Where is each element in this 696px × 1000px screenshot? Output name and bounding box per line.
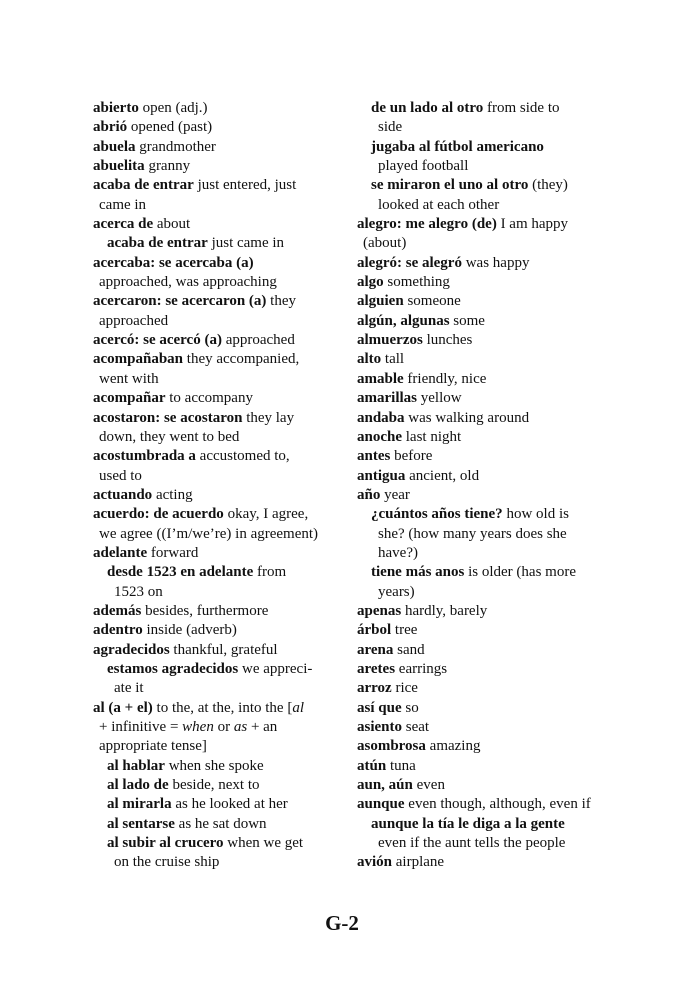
definition: + infinitive = [99, 719, 183, 735]
glossary-entry-line [357, 853, 591, 872]
glossary-continuation-line [93, 718, 318, 737]
headword: algún, algunas [357, 312, 450, 329]
definition: acting [152, 486, 193, 503]
definition: (they) [528, 177, 568, 194]
page-number: G-2 [325, 911, 359, 935]
glossary-entry-line [357, 215, 591, 234]
glossary-continuation-line [357, 157, 591, 176]
italic-term: al [292, 699, 305, 716]
glossary-continuation-line [357, 834, 591, 853]
italic-term: when [182, 719, 214, 735]
glossary-subentry-line [93, 234, 318, 253]
definition: even though, although, even if [404, 796, 591, 813]
definition: open (adj.) [138, 100, 208, 116]
definition: years) [378, 583, 415, 600]
glossary-entry-line [93, 350, 318, 369]
glossary-entry-line [357, 273, 591, 292]
definition: inside (adverb) [142, 622, 237, 639]
definition: rice [391, 680, 418, 697]
definition: + an [247, 719, 278, 735]
glossary-continuation-line [357, 234, 591, 253]
headword: de un lado al otro [371, 100, 484, 116]
headword: antigua [357, 467, 406, 484]
definition: amazing [425, 738, 481, 755]
glossary-entry-line [357, 757, 591, 776]
definition: earrings [395, 660, 448, 677]
glossary-entry-line [357, 409, 591, 428]
glossary-continuation-line [93, 428, 318, 447]
definition: they lay [242, 409, 295, 426]
glossary-entry-line [93, 118, 318, 137]
glossary-subentry-line [357, 99, 591, 118]
headword: anoche [357, 428, 402, 445]
headword: actuando [93, 486, 153, 503]
headword: alto [357, 351, 382, 368]
definition: even [412, 777, 445, 794]
headword: amable [357, 370, 404, 387]
glossary-continuation-line [357, 544, 591, 563]
glossary-entry-line [357, 312, 591, 331]
headword: abuela [93, 138, 136, 155]
headword: alguien [357, 293, 404, 310]
definition: airplane [392, 854, 445, 871]
glossary-continuation-line [357, 196, 591, 215]
glossary-entry-line [93, 602, 318, 621]
glossary-subentry-line [93, 834, 318, 853]
definition: went with [99, 370, 159, 387]
glossary-subentry-line [357, 138, 591, 157]
definition: we appreci- [238, 660, 313, 677]
headword: acostumbrada a [93, 448, 196, 465]
glossary-continuation-line [93, 370, 318, 389]
glossary-entry-line [357, 602, 591, 621]
definition: thankful, grateful [169, 641, 278, 658]
headword: al lado de [107, 777, 169, 794]
definition: to the, at the, into the [ [152, 699, 293, 716]
headword: almuerzos [357, 332, 423, 349]
glossary-entry-line [93, 99, 318, 118]
definition: I am happy [496, 216, 569, 233]
glossary-entry-line [93, 486, 318, 505]
definition: beside, next to [168, 777, 260, 794]
headword: acercaron: se acercaron (a) [93, 293, 267, 310]
glossary-entry-line [93, 544, 318, 563]
definition: used to [99, 467, 142, 484]
headword: alegró: se alegró [357, 254, 462, 271]
glossary-subentry-line [357, 176, 591, 195]
definition: when she spoke [164, 757, 264, 774]
headword: se miraron el uno al otro [371, 177, 529, 194]
glossary-column-left [93, 99, 318, 873]
definition: came in [99, 196, 147, 213]
definition: about [153, 216, 191, 233]
definition: tuna [386, 757, 416, 774]
headword: desde 1523 en adelante [107, 564, 254, 581]
glossary-entry-line [357, 621, 591, 640]
definition: from side to [483, 100, 560, 116]
definition: last night [402, 428, 462, 445]
glossary-entry-line [93, 331, 318, 350]
headword: acuerdo: de acuerdo [93, 506, 224, 523]
headword: tiene más anos [371, 564, 465, 581]
headword: al hablar [107, 757, 165, 774]
glossary-continuation-line [93, 196, 318, 215]
glossary-entry-line [357, 737, 591, 756]
definition: is older (has more [464, 564, 576, 581]
glossary-subentry-line [93, 795, 318, 814]
glossary-entry-line [357, 331, 591, 350]
definition: opened (past) [127, 119, 213, 136]
definition: ate it [114, 680, 144, 697]
glossary-entry-line [357, 254, 591, 273]
definition: even if the aunt tells the people [378, 835, 566, 852]
headword: al (a + el) [93, 699, 153, 716]
definition: okay, I agree, [223, 506, 309, 523]
glossary-entry-line [93, 409, 318, 428]
definition: or [213, 719, 234, 735]
headword: adelante [93, 544, 148, 561]
glossary-continuation-line [93, 312, 318, 331]
definition: approached [99, 312, 169, 329]
headword: acercaba: se acercaba (a) [93, 254, 254, 271]
definition: she? (how many years does she [378, 525, 567, 542]
definition: down, they went to bed [99, 428, 240, 445]
headword: abierto [93, 100, 139, 116]
glossary-entry-line [357, 718, 591, 737]
definition: approached, was approaching [99, 274, 277, 291]
glossary-entry-line [93, 699, 318, 718]
headword: abrió [93, 119, 128, 136]
glossary-continuation-line [357, 583, 591, 602]
definition: was walking around [404, 409, 530, 426]
headword: algo [357, 274, 384, 291]
glossary-continuation-line [357, 525, 591, 544]
glossary-continuation-line [357, 118, 591, 137]
headword: agradecidos [93, 641, 170, 658]
headword: además [93, 602, 142, 619]
headword: arroz [357, 680, 392, 697]
glossary-continuation-line [93, 679, 318, 698]
definition: accustomed to, [195, 448, 290, 465]
definition: from [253, 564, 287, 581]
glossary-subentry-line [357, 505, 591, 524]
definition: on the cruise ship [114, 854, 220, 871]
headword: andaba [357, 409, 405, 426]
definition: yellow [417, 390, 462, 407]
glossary-entry-line [357, 776, 591, 795]
definition: granny [144, 158, 191, 175]
headword: antes [357, 448, 391, 465]
definition: some [449, 312, 485, 329]
glossary-entry-line [93, 641, 318, 660]
definition: how old is [502, 506, 569, 523]
definition: so [401, 699, 419, 716]
headword: así que [357, 699, 402, 716]
definition: as he looked at her [171, 796, 288, 813]
glossary-continuation-line [93, 737, 318, 756]
glossary-subentry-line [93, 776, 318, 795]
definition: we agree ((I’m/we’re) in agreement) [99, 525, 319, 542]
glossary-subentry-line [93, 563, 318, 582]
headword: asombrosa [357, 738, 426, 755]
glossary-subentry-line [357, 563, 591, 582]
definition: tree [391, 622, 418, 639]
definition: (about) [363, 235, 407, 252]
headword: avión [357, 854, 393, 871]
glossary-entry-line [357, 389, 591, 408]
glossary-entry-line [357, 660, 591, 679]
glossary-subentry-line [93, 660, 318, 679]
definition: played football [378, 158, 469, 175]
glossary-entry-line [357, 641, 591, 660]
headword: árbol [357, 622, 392, 639]
definition: they accompanied, [183, 351, 300, 368]
definition: someone [403, 293, 461, 310]
glossary-column-right [357, 99, 591, 873]
glossary-subentry-line [93, 757, 318, 776]
headword: aun, aún [357, 777, 413, 794]
headword: acerca de [93, 216, 154, 233]
glossary-entry-line [357, 428, 591, 447]
glossary-continuation-line [93, 853, 318, 872]
headword: acercó: se acercó (a) [93, 332, 222, 349]
definition: they [266, 293, 296, 310]
definition: year [380, 486, 410, 503]
headword: aretes [357, 660, 396, 677]
glossary-continuation-line [93, 583, 318, 602]
definition: was happy [461, 254, 530, 271]
headword: al subir al crucero [107, 835, 224, 852]
headword: atún [357, 757, 387, 774]
glossary-entry-line [357, 679, 591, 698]
definition: just entered, just [193, 177, 297, 194]
headword: arena [357, 641, 394, 658]
glossary-entry-line [93, 292, 318, 311]
headword: acostaron: se acostaron [93, 409, 243, 426]
glossary-entry-line [93, 447, 318, 466]
headword: jugaba al fútbol americano [371, 138, 544, 155]
definition: appropriate tense] [99, 738, 207, 755]
definition: hardly, barely [401, 602, 488, 619]
glossary-entry-line [93, 621, 318, 640]
glossary-entry-line [357, 370, 591, 389]
glossary-entry-line [357, 699, 591, 718]
definition: to accompany [165, 390, 253, 407]
headword: alegro: me alegro (de) [357, 216, 497, 233]
headword: ¿cuántos años tiene? [371, 506, 503, 523]
italic-term: as [233, 719, 248, 735]
definition: before [390, 448, 433, 465]
definition: something [383, 274, 450, 291]
headword: amarillas [357, 390, 417, 407]
headword: abuelita [93, 158, 145, 175]
glossary-continuation-line [93, 467, 318, 486]
headword: acaba de entrar [107, 235, 208, 252]
headword: acompañar [93, 390, 166, 407]
glossary-entry-line [93, 157, 318, 176]
headword: aunque la tía le diga a la gente [371, 815, 565, 832]
headword: adentro [93, 622, 143, 639]
definition: sand [393, 641, 425, 658]
glossary-entry-line [357, 292, 591, 311]
glossary-subentry-line [93, 815, 318, 834]
headword: asiento [357, 719, 402, 735]
headword: acompañaban [93, 351, 184, 368]
definition: have?) [378, 544, 418, 561]
definition: approached [221, 332, 295, 349]
definition: side [378, 119, 403, 136]
glossary-entry-line [93, 254, 318, 273]
definition: 1523 on [114, 583, 163, 600]
headword: apenas [357, 602, 402, 619]
headword: año [357, 486, 381, 503]
definition: tall [381, 351, 405, 368]
glossary-continuation-line [93, 525, 318, 544]
definition: ancient, old [405, 467, 480, 484]
glossary-entry-line [357, 795, 591, 814]
definition: seat [402, 719, 430, 735]
definition: friendly, nice [403, 370, 487, 387]
headword: acaba de entrar [93, 177, 194, 194]
glossary-entry-line [357, 447, 591, 466]
definition: lunches [422, 332, 473, 349]
glossary-entry-line [93, 389, 318, 408]
definition: as he sat down [174, 815, 267, 832]
glossary-continuation-line [93, 273, 318, 292]
headword: estamos agradecidos [107, 660, 239, 677]
definition: looked at each other [378, 196, 500, 213]
definition: forward [147, 544, 199, 561]
headword: aunque [357, 796, 405, 813]
definition: besides, furthermore [141, 602, 269, 619]
glossary-entry-line [357, 350, 591, 369]
headword: al mirarla [107, 796, 172, 813]
glossary-entry-line [93, 176, 318, 195]
definition: grandmother [135, 138, 216, 155]
glossary-entry-line [93, 215, 318, 234]
glossary-entry-line [357, 486, 591, 505]
glossary-entry-line [357, 467, 591, 486]
definition: when we get [223, 835, 304, 852]
glossary-subentry-line [357, 815, 591, 834]
glossary-entry-line [93, 138, 318, 157]
glossary-entry-line [93, 505, 318, 524]
headword: al sentarse [107, 815, 175, 832]
definition: just came in [207, 235, 285, 252]
